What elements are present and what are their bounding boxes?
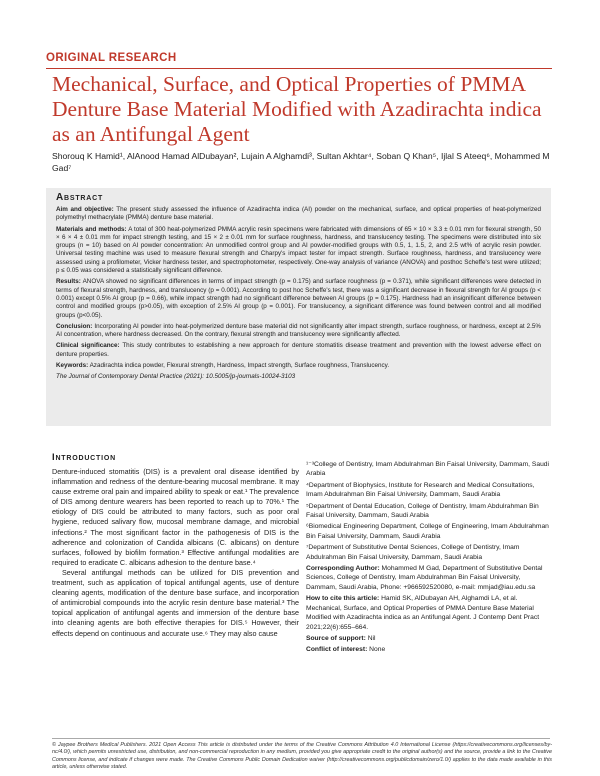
article-title: Mechanical, Surface, and Optical Properties of PMMA Denture Base Material Modified with Azadirachta indica as an Antifungal Agent xyxy=(52,72,542,146)
support-label: Source of support: xyxy=(306,634,366,642)
conflict-of-interest xyxy=(306,645,551,654)
affiliation-6: ⁶Biomedical Engineering Department, College of Engineering, Imam Abdulrahman Bin Faisal University, Dammam, Saudi Arabia xyxy=(306,523,549,540)
cite-label: How to cite this article: xyxy=(306,595,380,603)
affiliation-4: ⁴Department of Biophysics, Institute for Research and Medical Consultations, Imam Abdulrahman Bin Faisal University, Dammam, Saudi Arabia xyxy=(306,481,535,499)
abstract-clinical xyxy=(56,342,541,359)
conclusion-label: Conclusion: xyxy=(56,322,93,330)
affiliation-1-3: ¹⁻³College of Dentistry, Imam Abdulrahman Bin Faisal University, Dammam, Saudi Arabia xyxy=(306,461,549,478)
clinical-label: Clinical significance: xyxy=(56,342,120,350)
abstract-methods xyxy=(56,226,541,276)
intro-paragraph-1: Denture-induced stomatitis (DIS) is a prevalent oral disease identified by inflammation and redness of the denture-bearing mucosal membrane. It may cause extreme oral pain and impaired ability to speak or eat.¹ The prevalence of DIS among denture wearers has been reported to reach up to 70%.¹ The etiology of DIS could be attributed to many factors, such as poor oral hygiene, reduced salivary flow, mucosal membrane damage, and microbial infections.² The most significant factor in the pathogenesis of DIS is the adherence and colonization of Candida albicans (C. albicans) on denture surfaces, followed by biofilm formation.³ Effective antifungal modalities are required to eradicate C. albicans adhesion to the denture base.⁴ xyxy=(52,467,299,567)
conclusion-text: Incorporating AI powder into heat-polymerized denture base material did not significantly alter impact strength, surface roughness, or hardness, except at 2.5% AI concentration, where hardness decreased. On the contrary, flexural strength and translucency were significantly affected. xyxy=(56,322,542,339)
introduction-heading: Introduction xyxy=(52,452,116,463)
intro-paragraph-2: Several antifungal methods can be utilized for DIS prevention and treatment, such as application of topical antifungal agents, use of denture cleaning agents, modification of the denture base surface, and incorporation of antimicrobial compounds into the acrylic resin denture base material.³ The topical application of antifungal agents and immersion of the denture base into cleaning agents are both effective therapies for DIS.⁵ However, their effects depend on continuous and accurate use.⁶ They may also cause xyxy=(52,567,299,638)
left-column xyxy=(52,452,299,639)
right-column xyxy=(306,460,551,657)
source-of-support xyxy=(306,634,551,643)
abstract-results xyxy=(56,278,541,319)
keywords-label: Keywords: xyxy=(56,362,89,370)
corresponding-author xyxy=(306,564,551,592)
affiliation-7: ⁷Department of Substitutive Dental Sciences, College of Dentistry, Imam Abdulrahman Bin Faisal University, Dammam, Saudi Arabia xyxy=(306,544,520,561)
aim-label: Aim and objective: xyxy=(56,206,114,213)
header-rule xyxy=(46,68,552,69)
cite-text: Hamid SK, AlDubayan AH, Alghamdi LA, et al. Mechanical, Surface, and Optical Properties of PMMA Denture Base Material Modified with Azadirachta indica as an Antifungal Agent. J Contemp Dent Pract 2021;22(6):655–664. xyxy=(306,595,540,631)
section-label: ORIGINAL RESEARCH xyxy=(46,52,177,64)
support-text: Nil xyxy=(367,634,376,642)
license-footer: © Jaypee Brothers Medical Publishers. 2021 Open Access This article is distributed under the terms of the Creative Commons Attribution 4.0 International License (https://creativecommons.org/licenses/by-nc/4.0/), which permits unrestricted use, distribution, and non-commercial reproduction in any medium, provided you give appropriate credit to the original author(s) and the source, provide a link to the Creative Commons license, and indicate if changes were made. The Creative Commons Public Domain Dedication waiver (http://creativecommons.org/publicdomain/zero/1.0/) applies to the data made available in this article, unless otherwise stated. xyxy=(52,742,552,770)
methods-label: Materials and methods: xyxy=(56,225,127,233)
abstract-box xyxy=(46,188,551,426)
abstract-keywords xyxy=(56,362,541,370)
aim-text: The present study assessed the influence of Azadirachta indica (AI) powder on the mechanical, surface, and optical properties of heat-polymerized polymethyl methacrylate (PMMA) denture base material. xyxy=(56,206,541,222)
results-label: Results: xyxy=(56,278,81,286)
corresponding-label: Corresponding Author: xyxy=(306,565,380,573)
author-list: Shorouq K Hamid¹, AlAnood Hamad AlDubayan², Lujain A Alghamdi³, Sultan Akhtar⁴, Soban Q Khan⁵, Ijlal S Ateeq⁶, Mohammed M Gad⁷ xyxy=(52,151,550,173)
conflict-label: Conflict of interest: xyxy=(306,646,368,654)
methods-text: A total of 300 heat-polymerized PMMA acrylic resin specimens were fabricated with dimensions of 65 × 10 × 3.3 ± 0.01 mm for flexural strength, 50 × 6 × 4 ± 0.01 mm for impact strength testing, and 15 × 2 ± 0.01 mm for surface roughness, hardness, and translucency testing. The specimens were distributed into six groups (n = 10) based on AI powder concentration: An unmodified control group and AI powder-modified groups with 0.5, 1, 1.5, 2, and 2.5 wt% of acrylic resin powder. Universal testing machine was used to measure flexural strength and Charpy's impact tester for impact strength. Surface roughness, hardness, and translucency were assessed using a profilometer, Vicker hardness tester, and spectrophotometer, respectively. One-way analysis of variance (ANOVA) and posthoc Scheffe's test were utilized; p ≤ 0.05 was considered a statistically significant difference. xyxy=(56,225,541,275)
results-text: ANOVA showed no significant differences in terms of impact strength (p = 0.175) and surface roughness (p = 0.371), while significant differences were detected in terms of flexural strength, hardness, and translucency (p = 0.001). According to post hoc Scheffe's test, there was a significant decrease in flexural strength for AI groups (p < 0.001) except 0.5% AI group (p = 0.66), while impact strength had no significant difference between AI groups (p = 0.175). Hardness had an insignificant difference between control and modified groups (p>0.05), with exception of 2.5% AI group (p = 0.001). For translucency, a significant difference was found between control and all modified groups (p<0.05). xyxy=(56,278,541,319)
how-to-cite xyxy=(306,594,551,632)
conflict-text: None xyxy=(369,646,386,654)
abstract-aim xyxy=(56,206,541,223)
abstract-heading: Abstract xyxy=(56,192,104,203)
corresponding-text: Mohammed M Gad, Department of Substitutive Dental Sciences, College of Dentistry, Imam Abdulrahman Bin Faisal University, Dammam, Saudi Arabia, Phone: +966592520080, e-mail: mmjad@iau.edu.sa xyxy=(306,565,543,591)
clinical-text: This study contributes to establishing a new approach for denture stomatitis disease treatment and prevention with the lowest adverse effect on denture properties. xyxy=(56,342,542,358)
affiliation-5: ⁵Department of Dental Education, College of Dentistry, Imam Abdulrahman Bin Faisal University, Dammam, Saudi Arabia xyxy=(306,502,539,520)
footer-rule xyxy=(52,738,550,739)
journal-citation: The Journal of Contemporary Dental Practice (2021): 10.5005/jp-journals-10024-3103 xyxy=(56,373,296,381)
abstract-conclusion xyxy=(56,323,541,340)
keywords-text: Azadirachta indica powder, Flexural strength, Hardness, Impact strength, Surface roughness, Translucency. xyxy=(89,362,390,370)
